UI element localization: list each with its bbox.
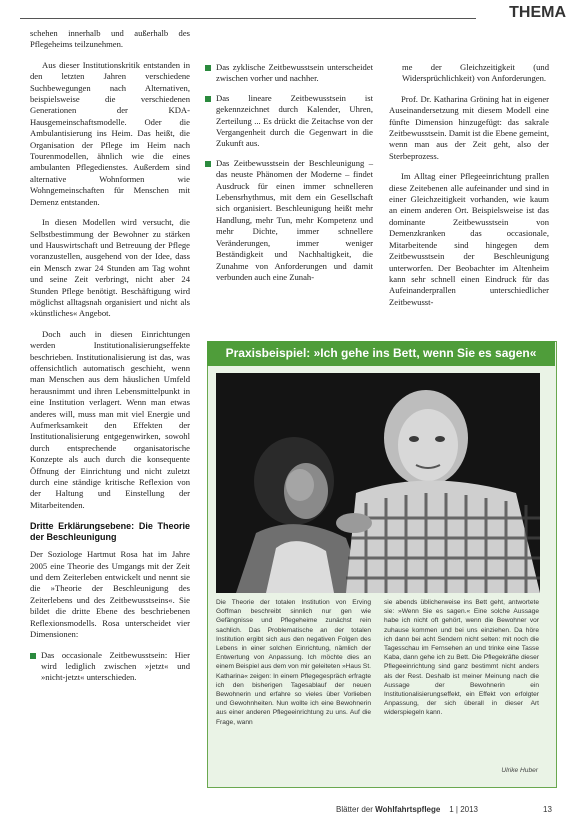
footer-journal <box>336 805 478 814</box>
practice-example-text-right: sie abends üblicherweise ins Bett geht, antwortete sie: »Wenn Sie es sagen.« Eine solche Aussage habe ich nicht oft gehört, wenn die Bewohner vor zuhause kommen und bei uns einziehen. Da höre ich dann bei acht Sendern nicht selten: mit noch die Tagesschau im Fernsehen an und trinke eine Tasse Kaba, dann gehe ich zu Bett. Die Pflegekräfte dieser Pflegeeinrichtung sind ganz bestimmt nicht anders als der Rest. Deshalb ist meiner Meinung nach die Aussage der Bewohnerin ein Institutionalisierungseffekt, ein Effekt von erfolgter Anpassung, der sich überall in dieser Art widerspiegeln kann. <box>384 599 539 717</box>
col3-paragraph-1: Prof. Dr. Katharina Gröning hat in eigener Auseinandersetzung mit diesem Modell eine fünfte Dimension hinzugefügt: das sakrale Zeitbewusstsein. Damit ist die Ebene gemeint, wenn man aus der Zeit geht, also der Sterbeprozess. <box>389 93 549 161</box>
col1-paragraph-3: In diesen Modellen wird versucht, die Selbstbestimmung der Bewohner zu stärken und Hauswirtschaft und Betreuung der Pflege voranzustellen, ausgehend von der Idee, dass ein Mensch zwar 24 Stunden am Tag wohnt und seine Zeit verbringt, nicht aber 24 Stunden Pflege benötigt. Beschäftigung wird möglichst alltagsnah organisiert und nicht als »künstliches« Angebot. <box>30 217 190 319</box>
practice-example-title: Praxisbeispiel: »Ich gehe ins Bett, wenn Sie es sagen« <box>207 341 555 366</box>
issue-number: 1 | 2013 <box>449 805 478 814</box>
column-2 <box>205 62 373 283</box>
page-number: 13 <box>543 805 552 814</box>
col3-intro: me der Gleichzeitigkeit (und Widersprüchlichkeit) von Anforderungen. <box>402 62 549 84</box>
column-1 <box>30 28 190 684</box>
bullet-square-icon <box>30 653 36 659</box>
bullet-square-icon <box>205 96 211 102</box>
practice-example-text-left: Die Theorie der totalen Institution von Erving Goffman beschreibt sinnlich nur gen wie Gefängnisse und Pflegeheime zunächst rein sachlich. Das Problematische an der totalen Institution ergibt sich aus den negativen Folgen des Lebens in einer solchen Einrichtung, nämlich der Entwertung von Anpassung. Ich möchte dies an einem Beispiel aus dem von mir geleiteten »Haus St. Katharina« zeigen: In einem Pflegegespräch erfragte ich den bisherigen Tagesablauf der neuen Bewohnerin und erfahre so vieles über Vorlieben und Gewohnheiten. Nun wollte ich eine Bewohnerin aus einer anderen Pflegeeinrichtung zu uns. Auf die Frage, wann <box>216 599 371 726</box>
col1-paragraph-4: Doch auch in diesen Einrichtungen werden Institutionalisierungseffekte beschrieben. Institutionalisierung ist das, was offensichtlich automatisch geschieht, wenn man Menschen aus dem häuslichen Umfeld herausnimmt und ihren Lebensmittelpunkt in eine Institution verlagert. Wenn man etwas anderes will, muss man mit viel Energie und Aufmerksamkeit den Effekten der Institutionalisierung entgegenwirken, sowohl durch entsprechende organisatorische Konzepte als auch durch die konsequente Öffnung der Einrichtung und nicht zuletzt durch eine ständige kritische Reflexion von der Haltung und Einstellung der Mitarbeitenden. <box>30 328 190 510</box>
col1-paragraph-2: Aus dieser Institutionskritik entstanden in den letzten Jahren verschiedene Suchbewegungen nach Alternativen, beispielsweise die verschiedenen Generationen der KDA-Hausgemeinschaftsmodelle. Oder die Ambulantisierung ins Heim. Das heißt, die Organisation der Pflege im Heim nach Tourenmodellen, ähnlich wie die eines ambulanten Pflegedienstes. Außerdem sind alternative Wohnformen wie Wohngemeinschaften für Menschen mit Demenz entstanden. <box>30 59 190 207</box>
header-rule <box>20 18 476 19</box>
section-label: THEMA <box>509 4 566 21</box>
bullet-text: Das lineare Zeitbewusstsein ist gekennzeichnet durch Kalender, Uhren, Zerteilung ... Es drückt die Zeitachse von der Vergangenheit durch die Gegenwart in die Zukunft aus. <box>216 92 373 149</box>
bullet-square-icon <box>205 65 211 71</box>
bullet-item <box>30 650 190 684</box>
photo-illustration <box>216 373 540 593</box>
bullet-square-icon <box>205 161 211 167</box>
bullet-item <box>205 62 373 85</box>
bullet-text: Das occasionale Zeitbewusstsein: Hier wird lediglich zwischen »jetzt« und »nicht-jetzt« unterschieden. <box>41 649 190 683</box>
photo-caregiver-and-resident <box>216 373 540 593</box>
bullet-item <box>205 158 373 283</box>
journal-name: Wohlfahrtspflege <box>375 805 441 814</box>
column-3 <box>389 62 549 308</box>
bullet-text: Das zyklische Zeitbewusstsein unterscheidet zwischen vorher und nachher. <box>216 62 373 84</box>
journal-prefix: Blätter der <box>336 805 376 814</box>
col1-paragraph-1: schehen innerhalb und außerhalb des Pflegeheims teilzunehmen. <box>30 28 190 50</box>
col3-paragraph-2: Im Alltag einer Pflegeeinrichtung prallen diese Zeitebenen alle aufeinander und sind in einer Gleichzeitigkeit vorhanden, wie kaum an einem anderen Ort. Beispielsweise ist das dominante Zeitbewusstsein von Demenzkranken das occasionale, Mitarbeitende sind hingegen dem Zeitbewusstsein der Beschleunigung unterworfen. Der Beobachter im Altenheim kann sehr schnell einen Eindruck für das Aufeinanderprallen unterschiedlicher Zeitbewusst- <box>389 171 549 307</box>
subheading-acceleration: Dritte Erklärungsebene: Die Theorie der Beschleunigung <box>30 521 190 543</box>
author-credit: Ulrike Huber <box>501 767 538 774</box>
bullet-item <box>205 93 373 150</box>
bullet-text: Das Zeitbewusstsein der Beschleunigung – das neuste Phänomen der Moderne – findet Ausdruck für einen immer schnelleren Lebensrhythmus, mit dem ein Gesellschaft sich organisiert. Beschleunigung heißt mehr Handlung, mehr Tun, mehr Kompetenz und mehr Dichte, immer schnellere Veränderungen, immer weniger Beständigkeit und Nachhaltigkeit, die Zunahme von Anforderungen und damit verbunden auch eine Zunah- <box>216 157 373 282</box>
col1-paragraph-5: Der Soziologe Hartmut Rosa hat im Jahre 2005 eine Theorie des Umgangs mit der Zeit und dem Zeiterleben entwickelt und nennt sie die »Theorie der Beschleunigung des Zeiterlebens und des Zeitbewusstseins«. Sie bildet die dritte Ebene des beschriebenen Reflexionsmodells. Rosa unterscheidet vier Dimensionen: <box>30 549 190 640</box>
